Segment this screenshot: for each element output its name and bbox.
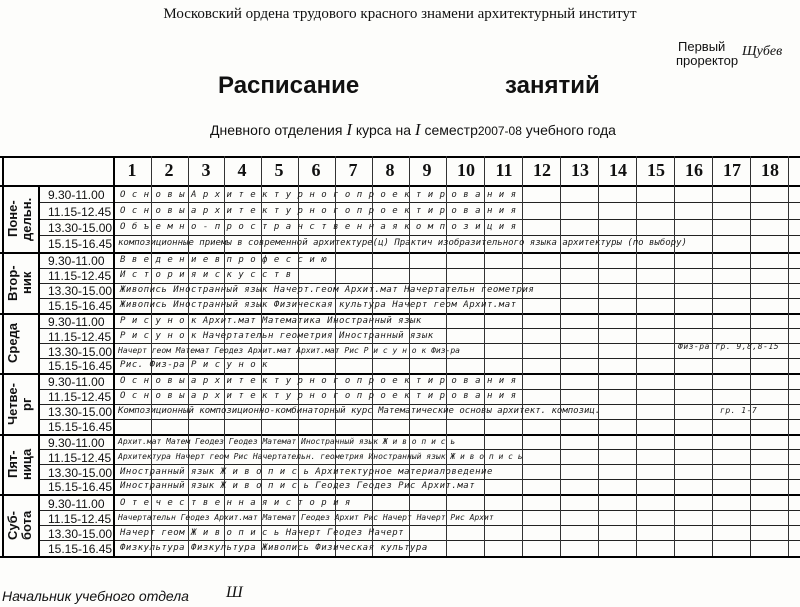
- time-slot: 9.30-11.00: [48, 315, 105, 329]
- column-line: [298, 156, 299, 556]
- day-divider: [0, 373, 800, 375]
- schedule-entry: О б ъ е м н о - п р о с т р а н с т в е н н а я к о м п о з и ц и я: [120, 222, 517, 232]
- column-line: [151, 156, 152, 556]
- row-line: [40, 202, 800, 203]
- semester-number: I: [414, 120, 421, 139]
- day-divider: [0, 434, 800, 436]
- column-number: 12: [533, 160, 551, 180]
- row-line: [40, 404, 800, 405]
- time-slot: 11.15-12.45: [48, 269, 112, 283]
- time-slot: 13.30-15.00: [48, 527, 113, 541]
- subtitle-c: семестр: [424, 122, 478, 138]
- column-line: [446, 156, 447, 556]
- schedule-entry: О с н о в ы а р х и т е к т у р н о г о п р о е к т и р о в а н и я: [120, 391, 517, 401]
- time-slot: 9.30-11.00: [48, 375, 105, 389]
- column-number: 18: [761, 160, 779, 180]
- column-line: [674, 156, 675, 556]
- schedule-entry: Физкультура Физкультура Живопись Физическая культура: [120, 543, 428, 553]
- column-line: [750, 156, 751, 556]
- schedule-entry: В в е д е н и е в п р о ф е с с и ю: [120, 255, 328, 265]
- time-slot: 11.15-12.45: [48, 451, 112, 465]
- subtitle-d: учебного года: [525, 122, 616, 138]
- day-monday: Поне-дельн.: [5, 197, 34, 241]
- schedule-entry: Архитектура Начерт геом Рис Начертательн. геометрия Иностранный язык Ж и в о п и с ь: [118, 452, 523, 461]
- time-slot: 15.15-16.45: [48, 299, 113, 313]
- table-left-border: [2, 156, 4, 556]
- schedule-entry: Р и с у н о к Архит.мат Математика Иностранный язык: [120, 316, 422, 326]
- time-slot: 15.15-16.45: [48, 480, 113, 494]
- row-line: [40, 358, 800, 359]
- time-slot: 11.15-12.45: [48, 205, 112, 219]
- subtitle-b: курса на: [355, 122, 411, 138]
- schedule-entry: О с н о в ы А р х и т е к т у р н о г о п р о е к т и р о в а н и я: [120, 190, 517, 200]
- time-slot: 11.15-12.45: [48, 330, 112, 344]
- day-saturday: Суб-бота: [5, 510, 34, 541]
- approval-block: [676, 40, 738, 68]
- column-number: 1: [127, 160, 137, 180]
- row-line: [40, 235, 800, 236]
- row-line: [40, 449, 800, 450]
- academic-year: 2007-08: [477, 124, 522, 138]
- column-line: [335, 156, 336, 556]
- schedule-entry: Композиционный композиционно-комбинаторный курс Математические основы архитект. композиц.: [118, 406, 601, 416]
- column-line: [788, 156, 789, 556]
- schedule-entry: Иностранный язык Ж и в о п и с ь Геодез Геодез Рис Архит.мат: [120, 481, 476, 491]
- row-line: [40, 389, 800, 390]
- time-slot: 13.30-15.00: [48, 221, 113, 235]
- time-slot: 15.15-16.45: [48, 359, 113, 373]
- schedule-entry: Физ-ра гр. 9,8,8-15: [678, 342, 780, 351]
- day-divider: [0, 494, 800, 496]
- time-slot: 11.15-12.45: [48, 512, 112, 526]
- column-number: 6: [311, 160, 321, 180]
- row-line: [40, 479, 800, 480]
- column-number: 4: [237, 160, 247, 180]
- column-line: [224, 156, 225, 556]
- approval-line-2: проректор: [676, 53, 739, 68]
- approval-line-1: Первый: [678, 39, 726, 54]
- day-tuesday: Втор-ник: [5, 265, 34, 301]
- column-number: 15: [647, 160, 665, 180]
- time-column-border: [113, 156, 115, 556]
- schedule-entry: Р и с у н о к Начертательн геометрия Иностранный язык: [120, 331, 434, 341]
- column-number: 14: [609, 160, 627, 180]
- time-slot: 15.15-16.45: [48, 237, 113, 251]
- schedule-entry: О т е ч е с т в е н н а я и с т о р и я: [120, 498, 351, 508]
- table-bottom-border: [0, 556, 800, 558]
- approval-signature: Щубев: [742, 44, 783, 59]
- title-part-2: занятий: [505, 72, 600, 99]
- time-slot: 13.30-15.00: [48, 345, 113, 359]
- row-line: [40, 525, 800, 526]
- time-slot: 9.30-11.00: [48, 497, 105, 511]
- column-number: 9: [422, 160, 432, 180]
- day-friday: Пят-ница: [5, 448, 34, 480]
- day-thursday: Четве-рг: [5, 383, 34, 425]
- row-line: [40, 298, 800, 299]
- column-number: 16: [685, 160, 703, 180]
- row-line: [40, 464, 800, 465]
- column-line: [372, 156, 373, 556]
- institute-name: Московский ордена трудового красного знамени архитектурный институт: [163, 6, 637, 22]
- schedule-entry: Начерт геом Математ Геодез Архит.мат Архит.мат Рис Р и с у н о к Физ-ра: [118, 346, 460, 355]
- header-bottom-border: [0, 185, 800, 187]
- column-line: [188, 156, 189, 556]
- time-slot: 13.30-15.00: [48, 284, 113, 298]
- schedule-entry: Начерт геом Ж и в о п и с ь Начерт Геодез Начерт: [120, 528, 405, 538]
- schedule-entry: композиционные приемы в современной архитектуре(ц) Практич изобразительного языка архитектуры (по выбору): [118, 238, 687, 248]
- schedule-entry: Начертательн Геодез Архит.мат Математ Геодез Архит Рис Начерт Начерт Рис Архит: [118, 513, 494, 522]
- time-slot: 15.15-16.45: [48, 420, 113, 434]
- column-number: 3: [201, 160, 211, 180]
- column-number: 17: [723, 160, 741, 180]
- column-number: 10: [457, 160, 475, 180]
- schedule-entry: гр. 1-7: [720, 406, 758, 415]
- time-slot: 9.30-11.00: [48, 188, 105, 202]
- column-number: 13: [571, 160, 589, 180]
- day-column-border: [38, 185, 40, 556]
- time-slot: 9.30-11.00: [48, 254, 105, 268]
- row-line: [40, 419, 800, 420]
- column-line: [484, 156, 485, 556]
- column-line: [636, 156, 637, 556]
- schedule-entry: О с н о в ы а р х и т е к т у р н о г о п р о е к т и р о в а н и я: [120, 206, 517, 216]
- column-line: [261, 156, 262, 556]
- day-wednesday: Среда: [5, 322, 20, 364]
- time-slot: 15.15-16.45: [48, 542, 113, 556]
- day-divider: [0, 252, 800, 254]
- table-top-border: [0, 156, 800, 158]
- day-divider: [0, 313, 800, 315]
- column-number: 5: [274, 160, 284, 180]
- row-line: [40, 268, 800, 269]
- schedule-entry: Рис. Физ-ра Р и с у н о к: [120, 360, 268, 370]
- column-line: [560, 156, 561, 556]
- schedule-entry: Иностранный язык Ж и в о п и с ь Архитектурное материаловедение: [120, 467, 493, 477]
- footer-signature: Ш: [226, 584, 243, 601]
- subtitle: [210, 120, 616, 140]
- row-line: [40, 283, 800, 284]
- footer-label: Начальник учебного отдела: [2, 588, 189, 604]
- time-slot: 9.30-11.00: [48, 436, 105, 450]
- column-line: [712, 156, 713, 556]
- row-line: [40, 510, 800, 511]
- schedule-entry: И с т о р и я и с к у с с т в: [120, 270, 292, 280]
- column-line: [522, 156, 523, 556]
- column-number: 2: [164, 160, 174, 180]
- time-slot: 13.30-15.00: [48, 466, 113, 480]
- schedule-entry: Архит.мат Матем Геодез Геодез Математ Иностранный язык Ж и в о п и с ь: [118, 437, 456, 446]
- row-line: [40, 540, 800, 541]
- column-number: 7: [348, 160, 358, 180]
- column-number: 11: [495, 160, 513, 180]
- column-line: [598, 156, 599, 556]
- column-line: [409, 156, 410, 556]
- row-line: [40, 219, 800, 220]
- schedule-entry: Живопись Иностранный язык Начерт.геом Архит.мат Начертательн геометрия: [120, 285, 535, 295]
- time-slot: 11.15-12.45: [48, 390, 112, 404]
- course-number: I: [346, 120, 352, 139]
- title-part-1: Расписание: [218, 72, 360, 99]
- column-number: 8: [385, 160, 395, 180]
- schedule-entry: Живопись Иностранный язык Физическая культура Начерт геом Архит.мат: [120, 300, 517, 310]
- time-slot: 13.30-15.00: [48, 405, 113, 419]
- schedule-entry: О с н о в ы а р х и т е к т у р н о г о п р о е к т и р о в а н и я: [120, 376, 517, 386]
- subtitle-a: Дневного отделения: [210, 122, 343, 138]
- row-line: [40, 328, 800, 329]
